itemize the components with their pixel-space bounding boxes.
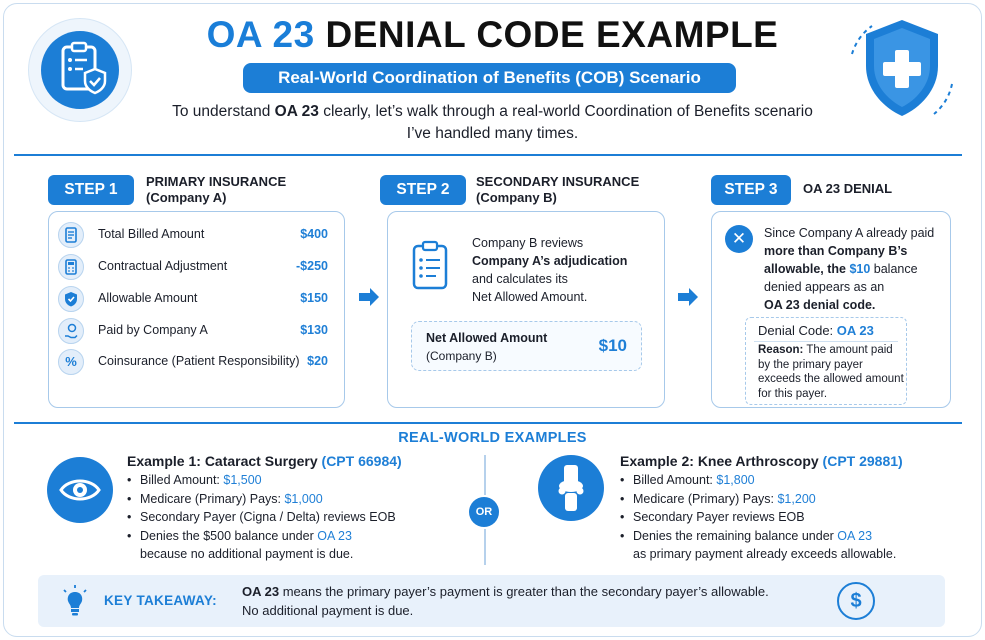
list-item: [620, 527, 903, 546]
example-1-list: [127, 471, 402, 564]
intro-part-2: clearly, let’s walk through a real-world Coordination of Benefits scenario: [318, 103, 813, 120]
list-item-label: Medicare (Primary) Pays:: [633, 491, 778, 506]
lightbulb-icon: [60, 585, 90, 617]
key-takeaway-code: OA 23: [242, 584, 280, 599]
step1-row: [58, 349, 334, 373]
denial-code: [758, 323, 874, 338]
key-takeaway-line2: No additional payment is due.: [242, 603, 414, 618]
denial-code-box: [745, 317, 907, 405]
list-item-value: $1,000: [284, 491, 323, 506]
dollar-icon: $: [837, 582, 875, 620]
step1-row: [58, 254, 334, 278]
list-item: [127, 471, 402, 490]
clipboard-icon: [410, 240, 450, 292]
row-value: $400: [300, 227, 328, 241]
page-title: [0, 14, 985, 56]
intro-bold: OA 23: [274, 103, 319, 120]
net-allowed-sublabel: (Company B): [426, 349, 497, 363]
step3-text-line: OA 23 denial code.: [764, 298, 876, 312]
or-divider-top: [484, 455, 486, 495]
step2-text: [472, 234, 652, 306]
list-item: [127, 490, 402, 509]
intro-part-1: To understand: [172, 103, 275, 120]
intro-text: [0, 101, 985, 145]
list-item-value: OA 23: [317, 528, 352, 543]
eye-icon: [47, 457, 113, 523]
step3-text-line: more than Company B’s: [764, 244, 908, 258]
step2-text-line: Company B reviews: [472, 236, 584, 250]
subtitle-pill: Real-World Coordination of Benefits (COB) Scenario: [243, 63, 736, 93]
list-item-label: Medicare (Primary) Pays:: [140, 491, 285, 506]
net-allowed-label: Net Allowed Amount: [426, 331, 548, 345]
list-item-value: OA 23: [837, 528, 873, 543]
shield-check-icon: [58, 286, 84, 312]
net-allowed-box: [411, 321, 642, 371]
denial-reason-label: Reason:: [758, 344, 804, 356]
denial-code-value: OA 23: [836, 323, 874, 338]
example-1: [127, 453, 402, 564]
or-divider-bottom: [484, 529, 486, 565]
intro-line-2: I’ve handled many times.: [406, 125, 579, 142]
key-takeaway-label: KEY TAKEAWAY:: [104, 593, 217, 608]
example-2-title: [620, 453, 903, 469]
row-value: $130: [300, 323, 328, 337]
list-item-continuation: because no additional payment is due.: [140, 547, 354, 561]
list-item: • Secondary Payer reviews EOB: [620, 508, 903, 527]
step2-text-line: and calculates its: [472, 272, 568, 286]
step3-pill: STEP 3: [711, 175, 791, 205]
step3-text-line: Since Company A already paid: [764, 226, 935, 240]
row-label: Coinsurance (Patient Responsibility): [98, 354, 300, 368]
step2-text-line: Net Allowed Amount.: [472, 290, 588, 304]
or-badge: OR: [469, 497, 499, 527]
list-item: • Secondary Payer (Cigna / Delta) reviews EOB: [127, 508, 402, 527]
list-item-label: Denies the remaining balance under: [633, 528, 838, 543]
list-item: [620, 490, 903, 509]
list-item-value: $1,500: [223, 473, 262, 487]
title-rest: DENIAL CODE EXAMPLE: [314, 14, 779, 55]
arrow-right-icon: [358, 287, 380, 307]
denial-reason: [758, 343, 904, 401]
step2-text-line: Company A’s adjudication: [472, 254, 628, 268]
list-item-value: $1,200: [777, 491, 816, 506]
examples-title: REAL-WORLD EXAMPLES: [398, 430, 587, 446]
row-label: Contractual Adjustment: [98, 259, 228, 273]
key-takeaway-line1: means the primary payer’s payment is greater than the secondary payer’s allowable.: [279, 584, 769, 599]
list-item-label: Billed Amount:: [140, 473, 224, 487]
list-item: [620, 471, 903, 490]
step1-pill: STEP 1: [48, 175, 134, 205]
denial-reason-text: The amount paid by the primary payer exceeds the allowed amount for this payer.: [758, 344, 904, 400]
example-1-title-text: Example 1: Cataract Surgery: [127, 453, 322, 469]
hand-coin-icon: [58, 318, 84, 344]
step3-text-part: balance: [870, 262, 918, 276]
document-icon: [58, 222, 84, 248]
title-highlight: OA 23: [206, 14, 315, 55]
knee-joint-icon: [538, 455, 604, 521]
divider-top: [14, 154, 962, 156]
step1-heading-line1: PRIMARY INSURANCE: [146, 174, 287, 189]
list-item-label: Denies the $500 balance under: [140, 528, 318, 543]
step1-row: [58, 318, 334, 342]
example-2: [620, 453, 903, 564]
row-label: Paid by Company A: [98, 323, 208, 337]
key-takeaway-text: [242, 582, 769, 620]
divider-middle: [14, 422, 962, 424]
denial-code-label: Denial Code:: [758, 323, 837, 338]
step3-balance-value: $10: [849, 262, 871, 276]
list-item-value: $1,800: [716, 473, 755, 487]
example-2-list: [620, 471, 903, 564]
step2-heading-line2: (Company B): [476, 190, 557, 205]
step1-row: [58, 222, 334, 246]
net-allowed-value: $10: [598, 336, 627, 355]
step1-heading-line2: (Company A): [146, 190, 227, 205]
step3-text-line: denied appears as an: [764, 280, 885, 294]
step1-row: [58, 286, 334, 310]
percent-icon: %: [58, 349, 84, 375]
step2-heading-line1: SECONDARY INSURANCE: [476, 174, 640, 189]
example-2-title-text: Example 2: Knee Arthroscopy: [620, 453, 823, 469]
close-circle-icon: ✕: [725, 225, 753, 253]
key-takeaway-banner: [38, 575, 945, 627]
example-2-cpt-code: (CPT 29881): [822, 453, 903, 469]
arrow-right-icon: [677, 287, 699, 307]
list-item-continuation: as primary payment already exceeds allowable.: [633, 547, 897, 561]
step1-heading: [146, 174, 286, 206]
step3-heading: OA 23 DENIAL: [803, 181, 893, 196]
step3-text-part: allowable, the: [764, 262, 850, 276]
calculator-icon: [58, 254, 84, 280]
row-value: $150: [300, 291, 328, 305]
example-1-cpt-code: (CPT 66984): [321, 453, 402, 469]
denial-divider: [754, 341, 898, 342]
list-item-label: Billed Amount:: [633, 473, 717, 487]
step2-heading: [476, 174, 639, 206]
row-label: Allowable Amount: [98, 291, 198, 305]
list-item: [127, 527, 402, 546]
row-label: Total Billed Amount: [98, 227, 205, 241]
row-value: $20: [307, 354, 328, 368]
step2-pill: STEP 2: [380, 175, 466, 205]
row-value: -$250: [296, 259, 328, 273]
example-1-title: [127, 453, 402, 469]
step3-text: [764, 224, 940, 314]
